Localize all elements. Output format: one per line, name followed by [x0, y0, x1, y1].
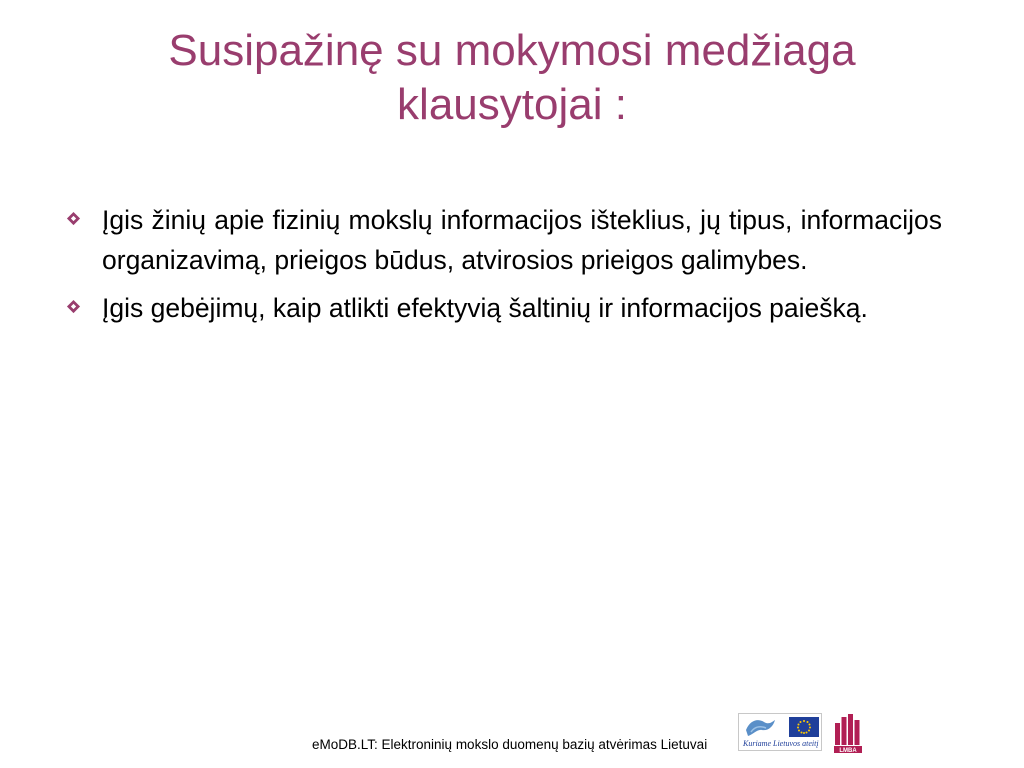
footer-text: eMoDB.LT: Elektroninių mokslo duomenų bazių atvėrimas Lietuvai — [312, 737, 708, 752]
footer-logos — [738, 713, 864, 753]
diamond-bullet-icon — [66, 211, 81, 226]
diamond-bullet-icon — [66, 299, 81, 314]
funding-logo — [738, 713, 822, 751]
bullet-list — [66, 200, 942, 336]
slide-title — [70, 24, 954, 132]
slide-title-line: klausytojai : — [397, 80, 627, 129]
bullet-text: Įgis žinių apie fizinių mokslų informacijos išteklius, jų tipus, informacijos organizavimą, prieigos būdus, atvirosios prieigos galimybes. — [102, 205, 942, 275]
logo-tagline: Kuriame Lietuvos ateitį — [743, 739, 819, 748]
bullet-item — [66, 288, 942, 328]
bullet-item — [66, 200, 942, 280]
lmba-logo-icon — [834, 713, 862, 753]
lmba-logo-text: LMBA — [839, 747, 857, 753]
eu-flag-icon — [789, 717, 819, 737]
bullet-text: Įgis gebėjimų, kaip atlikti efektyvią šaltinių ir informacijos paiešką. — [102, 293, 868, 323]
slide-title-line: Susipažinę su mokymosi medžiaga — [168, 26, 856, 75]
